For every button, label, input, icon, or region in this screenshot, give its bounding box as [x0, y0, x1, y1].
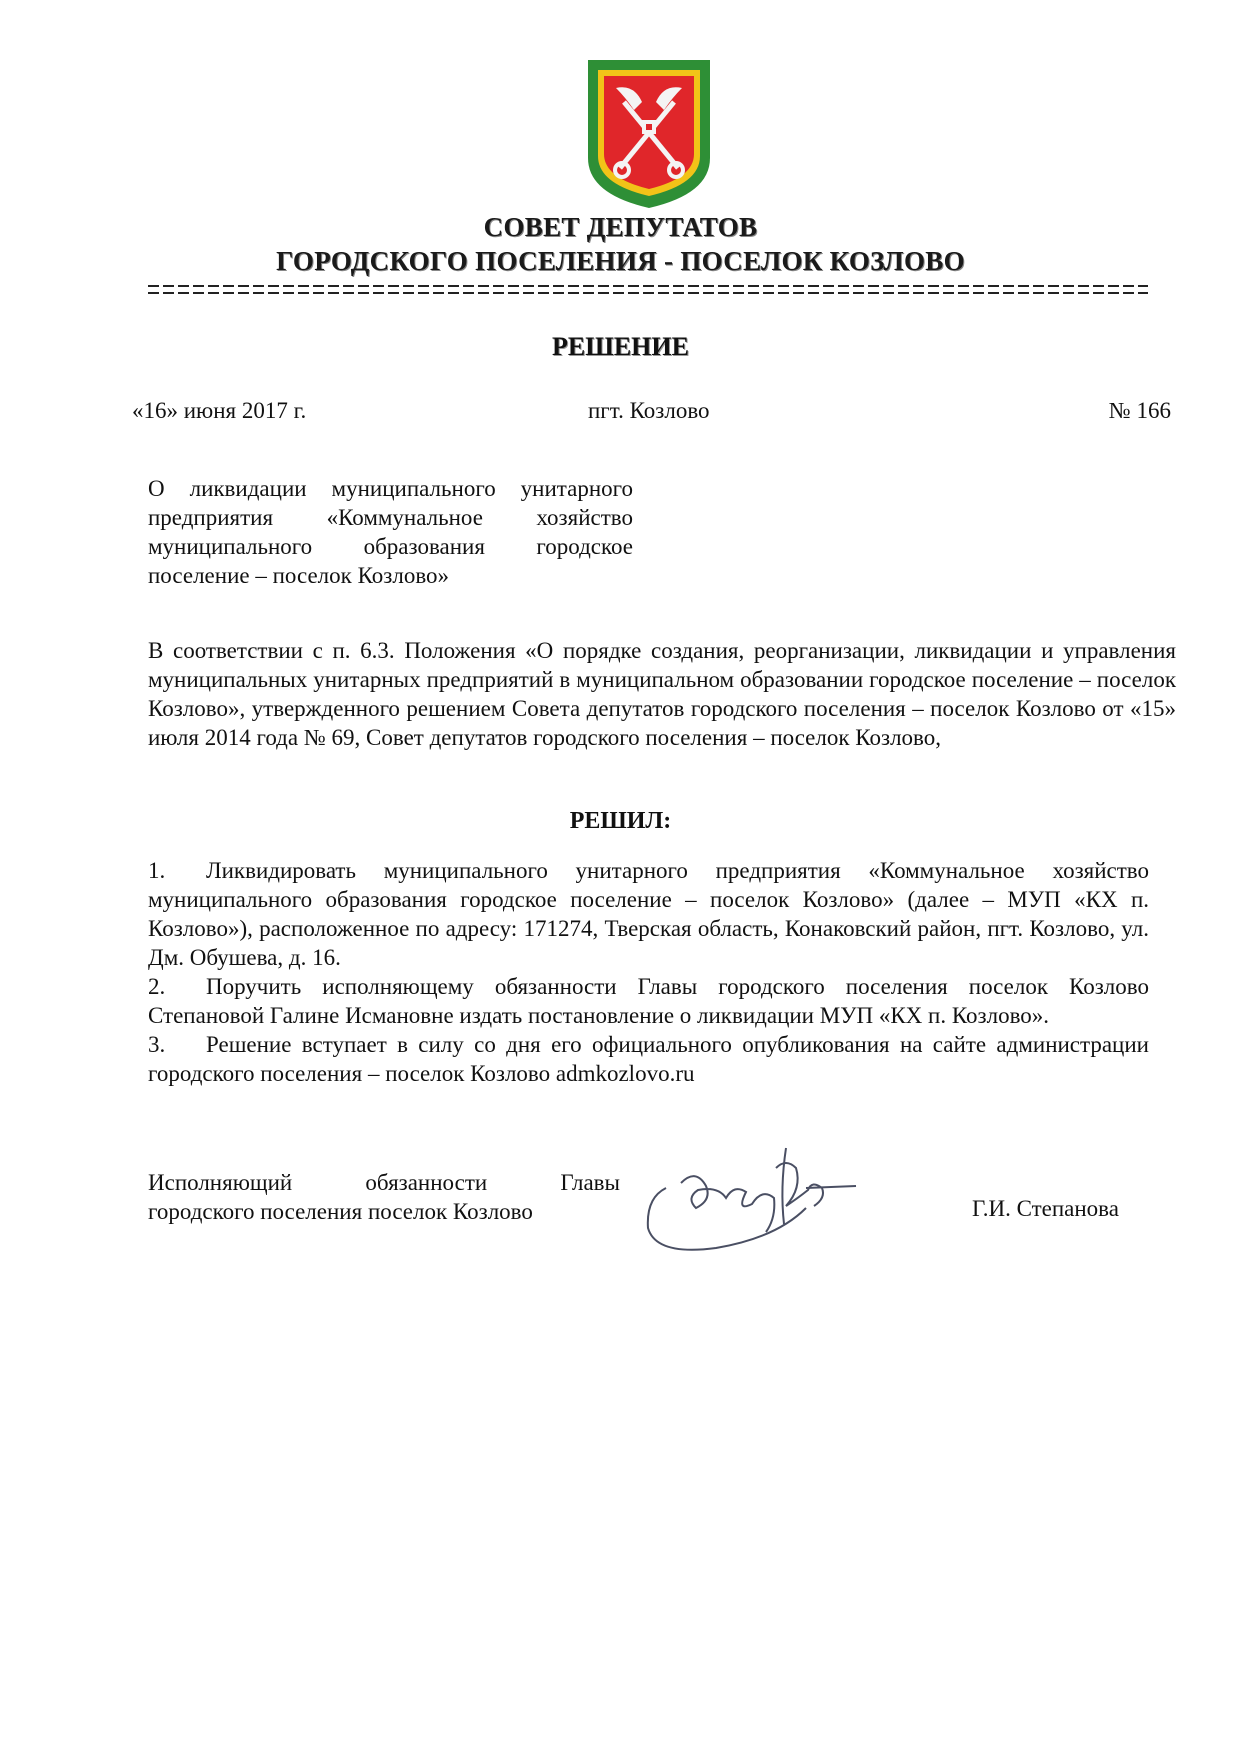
item-text: Ликвидировать муниципального унитарного предприятия «Коммунальное хозяйство муниципального образования городское поселение – поселок Козлово» (далее – МУП «КХ п. Козлово»), расположенное по адресу: 171274, Тверская область, Конаковский район, пгт. Козлово, ул. Дм. Обушева, д. 16.: [148, 858, 1149, 970]
header-separator: [148, 282, 1148, 298]
handwritten-signature: [626, 1128, 878, 1276]
council-title-line2: ГОРОДСКОГО ПОСЕЛЕНИЯ - ПОСЕЛОК КОЗЛОВО: [276, 246, 965, 276]
document-type-heading: РЕШЕНИЕ: [552, 332, 689, 361]
item-number: 2.: [148, 974, 166, 999]
item-number: 1.: [148, 858, 166, 883]
signatory-position: [148, 1168, 620, 1226]
item-number: 3.: [148, 1032, 166, 1057]
resolution-item: [148, 1030, 1149, 1088]
signer-name: Г.И. Степанова: [972, 1196, 1119, 1221]
item-text: Решение вступает в силу со дня его официального опубликования на сайте администрации городского поселения – поселок Козлово admkozlovo.ru: [148, 1032, 1149, 1086]
signatory-position-line1: Исполняющий обязанности Главы: [148, 1170, 620, 1195]
document-subject: О ликвидации муниципального унитарного предприятия «Коммунальное хозяйство муниципального образования городское поселение – поселок Козлово»: [148, 476, 633, 588]
signatory-position-line2: городского поселения поселок Козлово: [148, 1199, 533, 1224]
coat-of-arms-emblem: [586, 58, 712, 210]
resolution-item: [148, 856, 1149, 972]
document-preamble: В соответствии с п. 6.3. Положения «О порядке создания, реорганизации, ликвидации и управления муниципальных унитарных предприятий в муниципальном образовании городское поселение – поселок Козлово», утвержденного решением Совета депутатов городского поселения – поселок Козлово от «15» июля 2014 года № 69, Совет депутатов городского поселения – поселок Козлово,: [148, 638, 1176, 750]
document-number: № 166: [1108, 398, 1171, 423]
resolution-items: [148, 856, 1149, 1088]
document-date: «16» июня 2017 г.: [132, 398, 307, 423]
document-place: пгт. Козлово: [588, 398, 710, 423]
resolved-heading: РЕШИЛ:: [569, 808, 672, 834]
item-text: Поручить исполняющему обязанности Главы городского поселения поселок Козлово Степановой Галине Исмановне издать постановление о ликвидации МУП «КХ п. Козлово».: [148, 974, 1149, 1028]
resolution-item: [148, 972, 1149, 1030]
council-title-line1: СОВЕТ ДЕПУТАТОВ: [483, 212, 758, 242]
